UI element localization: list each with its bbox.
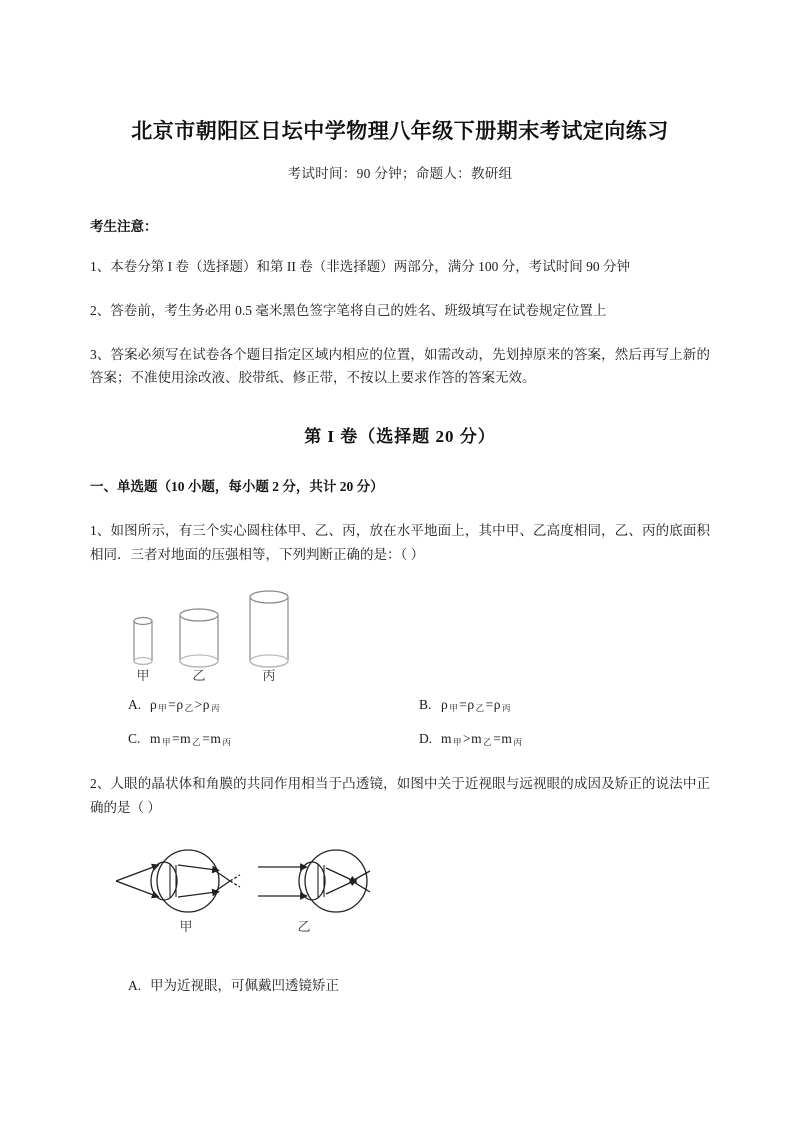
question-2-number: 2、: [90, 775, 111, 791]
eye-diagram-svg: [108, 834, 398, 944]
option-1-c[interactable]: [128, 731, 419, 748]
option-2-a-label: A.: [128, 977, 142, 993]
cylinder-label-bing: 丙: [262, 667, 276, 683]
option-1-b-formula: $\rho_甲=\rho_乙=\rho_丙$: [441, 696, 512, 713]
option-2-a[interactable]: [90, 954, 710, 994]
question-1-body: 如图所示，有三个实心圆柱体甲、乙、丙，放在水平地面上，其中甲、乙高度相同，乙、丙的底面积相同．三者对地面的压强相等，下列判断正确的是：（ ）: [90, 522, 711, 562]
option-1-c-formula: $m_甲=m_乙=m_丙$: [150, 730, 232, 747]
question-1-options: [90, 681, 710, 748]
option-1-b[interactable]: [419, 697, 710, 714]
question-2-figure: [90, 820, 710, 954]
cylinder-label-jia: 甲: [136, 667, 150, 683]
question-group-header: 一、单选题（10 小题，每小题 2 分，共计 20 分）: [90, 478, 384, 494]
notice-item-2: 2、答卷前，考生务必用 0.5 毫米黑色签字笔将自己的姓名、班级填写在试卷规定位置上: [90, 302, 607, 318]
notice-item-3: 3、答案必须写在试卷各个题目指定区域内相应的位置，如需改动，先划掉原来的答案，然后再写上新的答案；不准使用涂改液、胶带纸、修正带，不按以上要求作答的答案无效。: [90, 346, 710, 386]
notice-item-1: 1、本卷分第 I 卷（选择题）和第 II 卷（非选择题）两部分，满分 100 分，考试时间 90 分钟: [90, 259, 630, 275]
section-header-part-1: 第 I 卷（选择题 20 分）: [304, 426, 496, 446]
option-1-a[interactable]: [128, 697, 419, 714]
option-1-b-label: B.: [419, 696, 432, 712]
exam-subtitle: 考试时间：90 分钟；命题人：教研组: [287, 166, 513, 182]
page-title: 北京市朝阳区日坛中学物理八年级下册期末考试定向练习: [131, 119, 669, 143]
question-1-text: [90, 495, 710, 567]
eye-label-jia: 甲: [179, 918, 193, 934]
option-1-d-formula: $m_甲>m_乙=m_丙$: [441, 730, 523, 747]
option-1-a-formula: $\rho_甲=\rho_乙>\rho_丙$: [150, 696, 221, 713]
option-1-d-label: D.: [419, 730, 433, 746]
question-2-body: 人眼的晶状体和角膜的共同作用相当于凸透镜，如图中关于近视眼与远视眼的成因及矫正的说法中正确的是（ ）: [90, 775, 711, 815]
option-1-a-label: A.: [128, 696, 142, 712]
notice-heading: 考生注意：: [90, 219, 158, 235]
eye-diagram: [108, 834, 710, 954]
cylinder-label-yi: 乙: [192, 667, 206, 683]
option-2-a-text: 甲为近视眼，可佩戴凹透镜矫正: [150, 977, 339, 993]
question-1-number: 1、: [90, 522, 111, 538]
option-1-c-label: C.: [128, 730, 141, 746]
cylinder-diagram: [118, 581, 710, 681]
question-2-text: [90, 748, 710, 820]
question-1-figure: [90, 567, 710, 681]
option-1-d[interactable]: [419, 731, 710, 748]
eye-label-yi: 乙: [297, 918, 311, 934]
